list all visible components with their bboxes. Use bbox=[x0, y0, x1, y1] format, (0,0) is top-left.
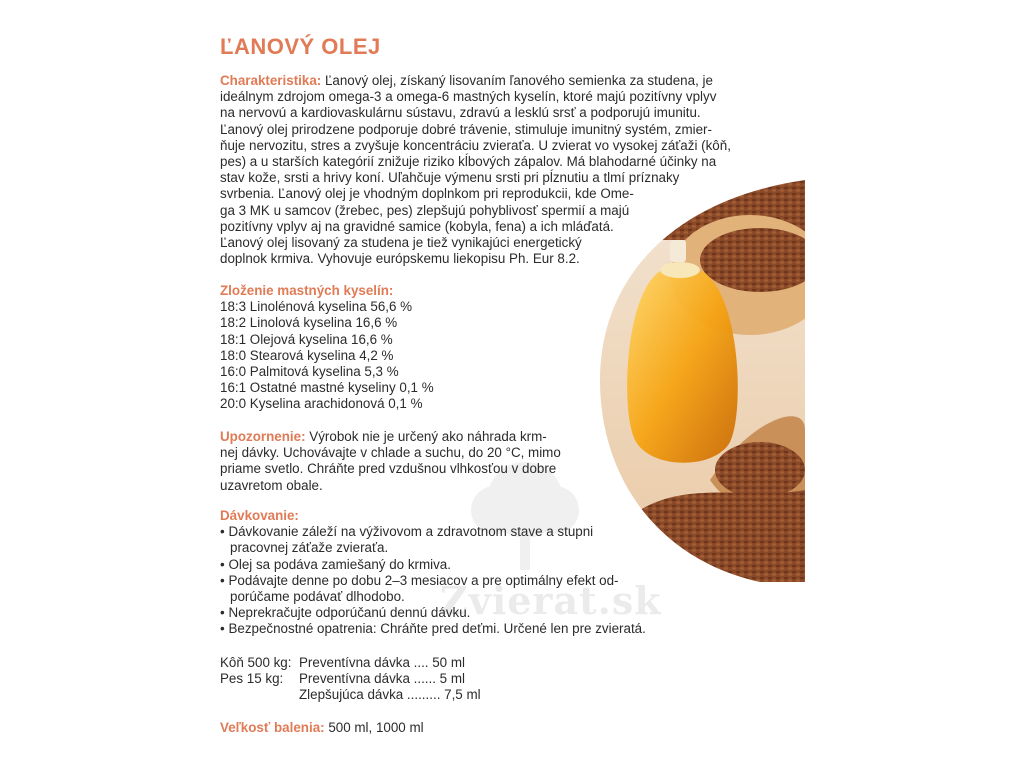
dose-cell: Preventívna dávka ...... 5 ml bbox=[299, 671, 465, 687]
animal-cell: Pes 15 kg: bbox=[220, 671, 284, 687]
table-row bbox=[220, 687, 481, 703]
composition-label: Zloženie mastných kyselín: bbox=[220, 283, 394, 298]
composition-item: 18:0 Stearová kyselina 4,2 % bbox=[220, 347, 394, 363]
dosage-item-continuation: pracovnej záťaže zvieraťa. bbox=[230, 540, 389, 556]
composition-item: 18:3 Linolénová kyselina 56,6 % bbox=[220, 299, 413, 315]
dosage-item-continuation: porúčame podávať dlhodobo. bbox=[230, 589, 405, 605]
warning-section bbox=[220, 429, 561, 494]
characteristics-label: Charakteristika: bbox=[220, 73, 322, 88]
warning-first-line: Výrobok nie je určený ako náhrada krm- bbox=[305, 429, 547, 444]
watermark-text: Zvierat.sk bbox=[440, 578, 662, 623]
dosage-item bbox=[220, 621, 646, 637]
package-label: Veľkosť balenia: bbox=[220, 720, 325, 735]
characteristics-line: pes) a u starších kategórií znižuje riziko kĺbových zápalov. Má blahodarné účinky na bbox=[220, 154, 717, 170]
dosage-amounts bbox=[220, 655, 481, 704]
animal-cell: Kôň 500 kg: bbox=[220, 655, 292, 670]
dosage-item-text: Neprekračujte odporúčanú dennú dávku. bbox=[228, 605, 471, 621]
table-row bbox=[220, 671, 481, 687]
dosage-item-text: Bezpečnostné opatrenia: Chráňte pred deťmi. Určené len pre zvieratá. bbox=[228, 621, 646, 637]
page-title: ĽANOVÝ OLEJ bbox=[220, 34, 381, 59]
warning-line: priame svetlo. Chráňte pred vzdušnou vlhkosťou v dobre bbox=[220, 461, 557, 477]
bullet-icon: • bbox=[220, 572, 225, 588]
characteristics-section bbox=[220, 73, 780, 267]
characteristics-line: na nervovú a kardiovaskulárnu sústavu, zdravú a lesklú srsť a podporujú imunitu. bbox=[220, 105, 701, 121]
table-row bbox=[220, 655, 481, 671]
dosage-section bbox=[220, 508, 646, 638]
characteristics-line: doplnok krmiva. Vyhovuje európskemu liekopisu Ph. Eur 8.2. bbox=[220, 251, 580, 267]
warning-line: nej dávky. Uchovávajte v chlade a suchu, do 20 °C, mimo bbox=[220, 445, 561, 461]
composition-item: 20:0 Kyselina arachidonová 0,1 % bbox=[220, 396, 423, 412]
characteristics-line: stav kože, srsti a hrivy koní. Uľahčuje výmenu srsti pri pĺznutiu a tlmí príznaky bbox=[220, 170, 680, 186]
characteristics-line: Ľanový olej prirodzene podporuje dobré trávenie, stimuluje imunitný systém, zmier- bbox=[220, 121, 712, 137]
warning-label: Upozornenie: bbox=[220, 429, 306, 444]
bullet-icon: • bbox=[220, 556, 225, 572]
dosage-item-text: Podávajte denne po dobu 2–3 mesiacov a pre optimálny efekt od- bbox=[228, 572, 619, 588]
dosage-item-text: Olej sa podáva zamiešaný do krmiva. bbox=[228, 556, 451, 572]
dosage-item bbox=[220, 524, 646, 540]
dosage-amounts-table bbox=[220, 655, 481, 704]
characteristics-first-line: Ľanový olej, získaný lisovaním ľanového semienka za studena, je bbox=[321, 73, 713, 88]
composition-section bbox=[220, 283, 434, 413]
warning-line: uzavretom obale. bbox=[220, 477, 323, 493]
composition-item: 18:1 Olejová kyselina 16,6 % bbox=[220, 331, 393, 347]
animal-cell bbox=[220, 687, 299, 703]
characteristics-line: svrbenia. Ľanový olej je vhodným doplnkom pri reprodukcii, kde Ome- bbox=[220, 186, 634, 202]
characteristics-line: ňuje nervozitu, stres a zvyšuje koncentráciu zvieraťa. U zvierat vo vysokej záťaži (kôň, bbox=[220, 137, 731, 153]
characteristics-line: Ľanový olej lisovaný za studena je tiež vynikajúci energetický bbox=[220, 235, 582, 251]
bullet-icon: • bbox=[220, 605, 225, 621]
composition-item: 16:1 Ostatné mastné kyseliny 0,1 % bbox=[220, 380, 434, 396]
package-size bbox=[220, 720, 424, 736]
dosage-item bbox=[220, 605, 646, 621]
dosage-item bbox=[220, 573, 646, 589]
composition-item: 16:0 Palmitová kyselina 5,3 % bbox=[220, 364, 399, 380]
dosage-item bbox=[220, 557, 646, 573]
characteristics-line: pozitívny vplyv aj na gravidné samice (kobyla, fena) a ich mláďatá. bbox=[220, 218, 614, 234]
bullet-icon: • bbox=[220, 621, 225, 637]
dosage-item-text: Dávkovanie záleží na výživovom a zdravotnom stave a stupni bbox=[228, 524, 594, 540]
characteristics-line: ga 3 MK u samcov (žrebec, pes) zlepšujú pohyblivosť spermií a majú bbox=[220, 202, 630, 218]
dose-cell: Zlepšujúca dávka ......... 7,5 ml bbox=[299, 687, 481, 703]
composition-item: 18:2 Linolová kyselina 16,6 % bbox=[220, 315, 398, 331]
dosage-label: Dávkovanie: bbox=[220, 508, 299, 523]
bullet-icon: • bbox=[220, 524, 225, 540]
characteristics-line: ideálnym zdrojom omega-3 a omega-6 mastných kyselín, ktoré majú pozitívny vplyv bbox=[220, 89, 717, 105]
package-value: 500 ml, 1000 ml bbox=[324, 720, 424, 735]
dose-cell: Preventívna dávka .... 50 ml bbox=[299, 655, 465, 670]
